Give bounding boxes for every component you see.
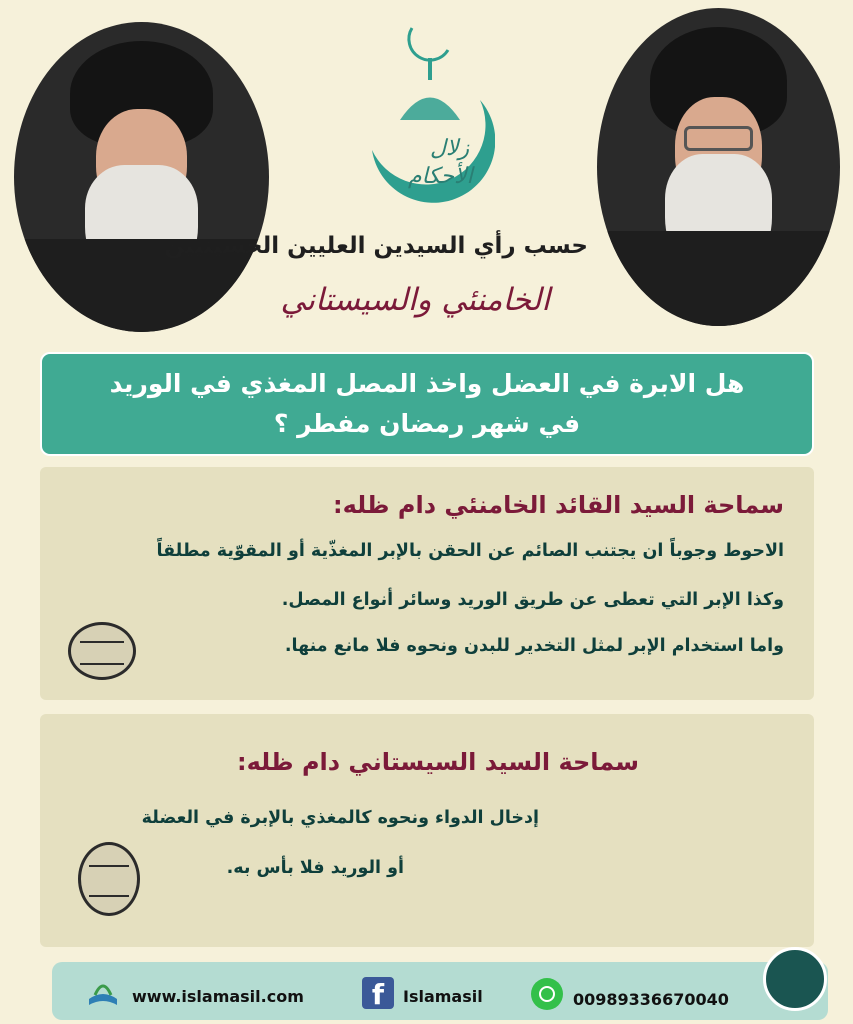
question-banner <box>40 352 814 456</box>
facebook-icon[interactable]: f <box>362 977 394 1009</box>
scholar-names-calligraphy: الخامنئي والسيستاني <box>280 282 550 318</box>
footer-facebook[interactable]: Islamasil <box>403 987 483 1006</box>
khamenei-line-2: وكذا الإبر التي تعطى عن طريق الوريد وسائر أنواع المصل. <box>281 590 784 610</box>
sistani-seal <box>78 842 140 916</box>
khamenei-seal <box>68 622 136 680</box>
khamenei-ruling-panel <box>40 467 814 700</box>
logo-text-line1: زلال <box>430 136 470 161</box>
header-subtitle: حسب رأي السيدين العليين الحسينيين <box>164 233 588 259</box>
footer-circle-decoration <box>763 947 827 1011</box>
khamenei-title: سماحة السيد القائد الخامنئي دام ظله: <box>332 491 784 519</box>
khamenei-line-3: واما استخدام الإبر لمثل التخدير للبدن ونحوه فلا مانع منها. <box>284 636 784 656</box>
footer-website[interactable]: www.islamasil.com <box>132 987 304 1006</box>
footer-phone[interactable]: 00989336670040 <box>573 990 729 1009</box>
khamenei-line-1: الاحوط وجوباً ان يجتنب الصائم عن الحقن بالإبر المغذّية أو المقوّية مطلقاً <box>156 541 784 561</box>
whatsapp-icon[interactable] <box>531 978 563 1010</box>
book-icon <box>85 975 121 1011</box>
portrait-khamenei <box>597 8 840 326</box>
question-line-2: في شهر رمضان مفطر ؟ <box>273 409 581 438</box>
sistani-line-1: إدخال الدواء ونحوه كالمغذي بالإبرة في العضلة <box>141 808 539 828</box>
logo-text-line2: الأحكام <box>408 164 473 189</box>
sistani-line-2: أو الوريد فلا بأس به. <box>226 858 404 878</box>
portrait-sistani <box>14 22 269 332</box>
sistani-ruling-panel <box>40 714 814 947</box>
sistani-title: سماحة السيد السيستاني دام ظله: <box>237 748 639 776</box>
zulal-ahkam-logo <box>360 20 495 235</box>
question-line-1: هل الابرة في العضل واخذ المصل المغذي في الوريد <box>109 369 745 398</box>
